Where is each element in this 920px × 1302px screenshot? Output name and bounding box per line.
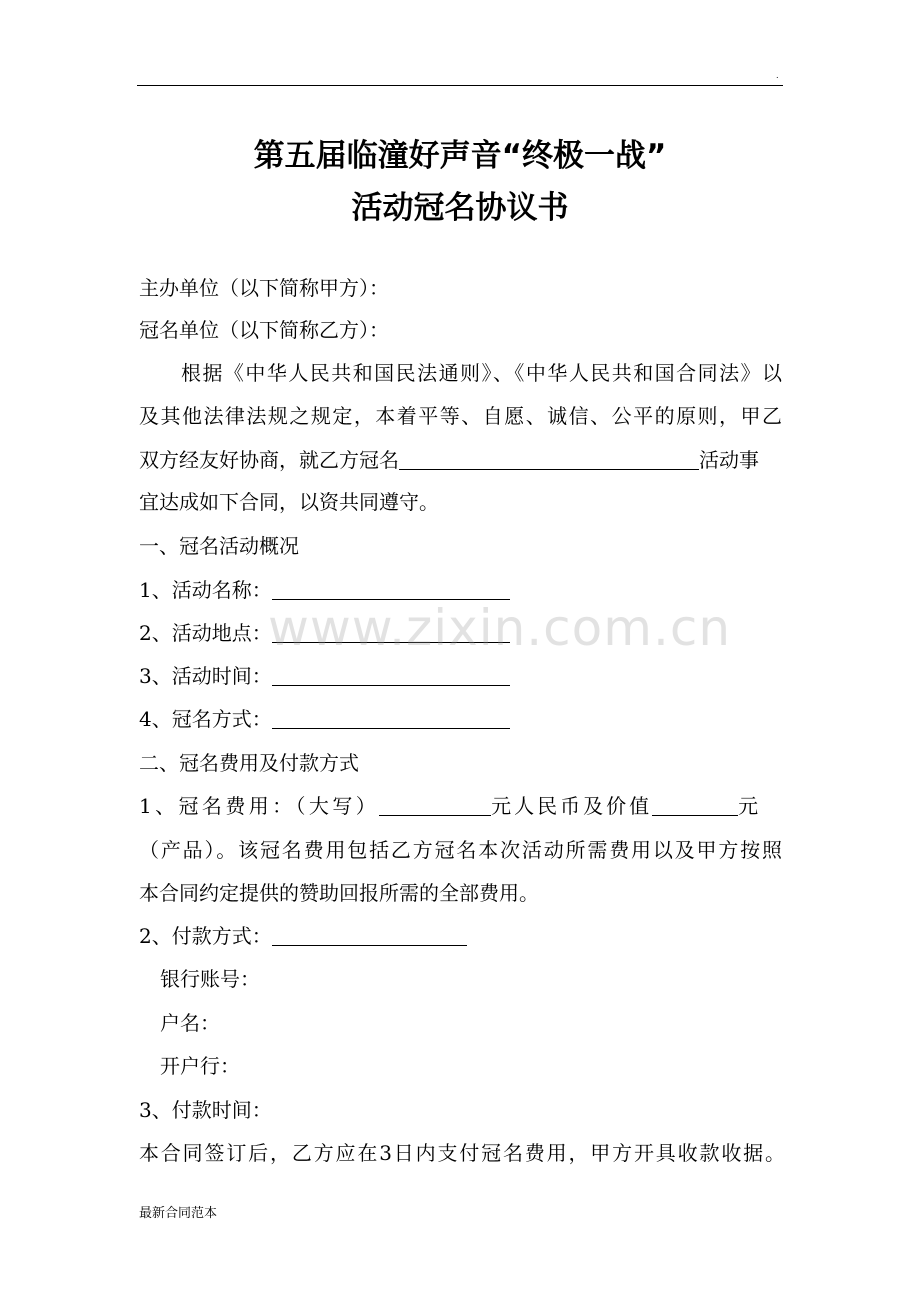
payment-time-line: 3、付款时间： <box>139 1098 272 1122</box>
activity-time-row <box>139 662 510 690</box>
fee-line3: 本合同约定提供的赞助回报所需的全部费用。 <box>139 881 539 905</box>
preamble-line3 <box>139 446 759 474</box>
payment-terms-text: 本合同签订后，乙方应在3日内支付冠名费用，甲方开具收款收据。 <box>139 1141 785 1165</box>
watermark-text: www.zixin.com.cn <box>268 599 732 657</box>
section2-heading: 二、冠名费用及付款方式 <box>139 751 359 775</box>
fee-end: 元 <box>738 794 759 818</box>
sponsorship-method-row <box>139 705 510 733</box>
fee-row <box>139 792 758 820</box>
preamble-line3-before: 双方经友好协商，就乙方冠名 <box>139 448 399 472</box>
fee-mid: 元人民币及价值 <box>491 794 653 818</box>
party-b-line: 冠名单位（以下简称乙方）： <box>139 318 389 342</box>
document-title-line2: 活动冠名协议书 <box>351 190 569 226</box>
preamble-line2-text: 及其他法律法规之规定，本着平等、自愿、诚信、公平的原则，甲乙 <box>139 404 782 428</box>
account-name-line: 户名： <box>160 1011 220 1035</box>
footer-label: 最新合同范本 <box>139 1206 218 1221</box>
preamble-line3-after: 活动事 <box>699 448 759 472</box>
sponsorship-method-label: 4、冠名方式： <box>139 707 272 731</box>
sponsorship-method-field[interactable] <box>272 706 510 729</box>
activity-time-label: 3、活动时间： <box>139 664 272 688</box>
preamble-line2 <box>139 402 782 430</box>
activity-location-label: 2、活动地点： <box>139 621 272 645</box>
payment-terms-line <box>139 1139 785 1167</box>
activity-name-field[interactable] <box>272 577 510 600</box>
product-value-field[interactable] <box>652 793 738 816</box>
bank-branch-line: 开户行： <box>160 1054 240 1078</box>
bank-account-line: 银行账号： <box>160 967 260 991</box>
payment-method-row <box>139 922 467 950</box>
header-dot: . <box>776 71 779 80</box>
header-rule <box>137 85 783 86</box>
fee-line2 <box>139 836 782 864</box>
section1-heading: 一、冠名活动概况 <box>139 534 299 558</box>
fee-line2-text: （产品）。该冠名费用包括乙方冠名本次活动所需费用以及甲方按照 <box>139 838 782 862</box>
payment-method-field[interactable] <box>272 923 467 946</box>
preamble-line1 <box>139 359 782 387</box>
activity-name-row <box>139 576 510 604</box>
preamble-line1-text: 根据《中华人民共和国民法通则》、《中华人民共和国合同法》以 <box>181 361 782 385</box>
activity-name-blank[interactable] <box>399 447 699 470</box>
activity-name-label: 1、活动名称： <box>139 578 272 602</box>
payment-method-label: 2、付款方式： <box>139 924 272 948</box>
activity-location-field[interactable] <box>272 620 510 643</box>
party-a-line: 主办单位（以下简称甲方）： <box>139 276 389 300</box>
preamble-line4: 宜达成如下合同，以资共同遵守。 <box>139 490 439 514</box>
activity-location-row <box>139 619 510 647</box>
fee-label: 1、冠名费用：（大写） <box>139 794 380 818</box>
document-title-line1: 第五届临潼好声音“终极一战” <box>253 138 667 174</box>
fee-amount-field[interactable] <box>379 793 491 816</box>
activity-time-field[interactable] <box>272 663 510 686</box>
